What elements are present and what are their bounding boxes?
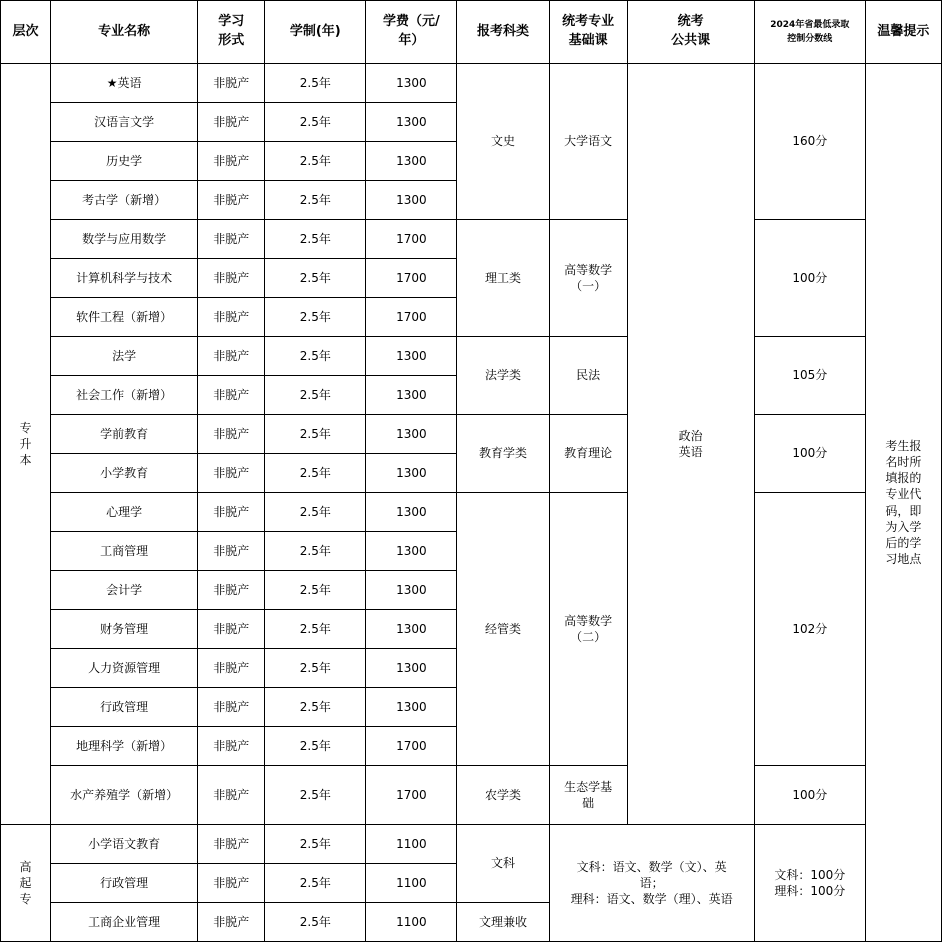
fee-cell: 1300 [366,493,457,532]
major-cell: 小学教育 [51,454,198,493]
table-row [1,415,942,454]
fee-cell: 1300 [366,532,457,571]
public-courses: 政治 英语 [627,64,754,825]
gqz-subjects: 文科：语文、数学（文）、英 语； 理科：语文、数学（理）、英语 [549,825,754,942]
mode-cell: 非脱产 [198,415,265,454]
major-cell: 财务管理 [51,610,198,649]
duration-cell: 2.5年 [265,903,366,942]
duration-cell: 2.5年 [265,610,366,649]
fee-cell: 1300 [366,337,457,376]
specialized-jiaoyu: 教育理论 [549,415,627,493]
major-cell: 工商管理 [51,532,198,571]
duration-cell: 2.5年 [265,864,366,903]
major-cell: 行政管理 [51,864,198,903]
specialized-ligong: 高等数学 （一） [549,220,627,337]
specialized-nongxue: 生态学基 础 [549,766,627,825]
duration-cell: 2.5年 [265,727,366,766]
major-cell: 学前教育 [51,415,198,454]
header-tip: 温馨提示 [865,1,941,64]
mode-cell: 非脱产 [198,103,265,142]
duration-cell: 2.5年 [265,454,366,493]
duration-cell: 2.5年 [265,825,366,864]
duration-cell: 2.5年 [265,103,366,142]
category-faxue: 法学类 [457,337,549,415]
mode-cell: 非脱产 [198,298,265,337]
score-jingguan: 102分 [754,493,865,766]
mode-cell: 非脱产 [198,493,265,532]
fee-cell: 1100 [366,864,457,903]
duration-cell: 2.5年 [265,376,366,415]
category-gqz-wenke: 文科 [457,825,549,903]
specialized-wenshi: 大学语文 [549,64,627,220]
mode-cell: 非脱产 [198,766,265,825]
header-duration: 学制(年) [265,1,366,64]
major-cell: 地理科学（新增） [51,727,198,766]
mode-cell: 非脱产 [198,376,265,415]
category-jiaoyu: 教育学类 [457,415,549,493]
mode-cell: 非脱产 [198,532,265,571]
major-cell: 考古学（新增） [51,181,198,220]
fee-cell: 1700 [366,220,457,259]
mode-cell: 非脱产 [198,64,265,103]
table-row [1,766,942,825]
table-row [1,220,942,259]
duration-cell: 2.5年 [265,220,366,259]
mode-cell: 非脱产 [198,259,265,298]
table-row [1,825,942,864]
score-nongxue: 100分 [754,766,865,825]
category-gqz-wenli: 文理兼收 [457,903,549,942]
mode-cell: 非脱产 [198,220,265,259]
mode-cell: 非脱产 [198,903,265,942]
duration-cell: 2.5年 [265,766,366,825]
major-cell: 心理学 [51,493,198,532]
table-row [1,337,942,376]
major-cell: 人力资源管理 [51,649,198,688]
major-cell: ★英语 [51,64,198,103]
fee-cell: 1700 [366,727,457,766]
duration-cell: 2.5年 [265,64,366,103]
fee-cell: 1700 [366,766,457,825]
mode-cell: 非脱产 [198,688,265,727]
header-mode: 学习 形式 [198,1,265,64]
category-jingguan: 经管类 [457,493,549,766]
mode-cell: 非脱产 [198,864,265,903]
duration-cell: 2.5年 [265,571,366,610]
mode-cell: 非脱产 [198,610,265,649]
duration-cell: 2.5年 [265,337,366,376]
table-row [1,493,942,532]
major-cell: 水产养殖学（新增） [51,766,198,825]
major-cell: 社会工作（新增） [51,376,198,415]
major-cell: 小学语文教育 [51,825,198,864]
score-faxue: 105分 [754,337,865,415]
duration-cell: 2.5年 [265,415,366,454]
fee-cell: 1100 [366,825,457,864]
score-ligong: 100分 [754,220,865,337]
fee-cell: 1700 [366,298,457,337]
duration-cell: 2.5年 [265,532,366,571]
fee-cell: 1700 [366,259,457,298]
score-wenshi: 160分 [754,64,865,220]
major-cell: 法学 [51,337,198,376]
mode-cell: 非脱产 [198,337,265,376]
fee-cell: 1300 [366,415,457,454]
fee-cell: 1100 [366,903,457,942]
major-cell: 汉语言文学 [51,103,198,142]
specialized-faxue: 民法 [549,337,627,415]
mode-cell: 非脱产 [198,142,265,181]
header-fee: 学费（元/ 年） [366,1,457,64]
duration-cell: 2.5年 [265,298,366,337]
duration-cell: 2.5年 [265,259,366,298]
mode-cell: 非脱产 [198,649,265,688]
mode-cell: 非脱产 [198,181,265,220]
fee-cell: 1300 [366,181,457,220]
score-jiaoyu: 100分 [754,415,865,493]
fee-cell: 1300 [366,688,457,727]
header-major: 专业名称 [51,1,198,64]
fee-cell: 1300 [366,610,457,649]
duration-cell: 2.5年 [265,649,366,688]
fee-cell: 1300 [366,64,457,103]
level-gqz: 高 起 专 [1,825,51,942]
mode-cell: 非脱产 [198,727,265,766]
table-row [1,64,942,103]
header-level: 层次 [1,1,51,64]
category-ligong: 理工类 [457,220,549,337]
header-score: 2024年省最低录取 控制分数线 [754,1,865,64]
fee-cell: 1300 [366,142,457,181]
fee-cell: 1300 [366,649,457,688]
header-specialized: 统考专业 基础课 [549,1,627,64]
duration-cell: 2.5年 [265,493,366,532]
major-cell: 软件工程（新增） [51,298,198,337]
gqz-score: 文科：100分 理科：100分 [754,825,865,942]
category-nongxue: 农学类 [457,766,549,825]
fee-cell: 1300 [366,454,457,493]
fee-cell: 1300 [366,376,457,415]
header-public: 统考 公共课 [627,1,754,64]
duration-cell: 2.5年 [265,142,366,181]
tip-text: 考生报 名时所 填报的 专业代 码，即 为入学 后的学 习地点 [865,64,941,942]
mode-cell: 非脱产 [198,454,265,493]
duration-cell: 2.5年 [265,181,366,220]
header-row [1,1,942,64]
specialized-jingguan: 高等数学 （二） [549,493,627,766]
major-cell: 计算机科学与技术 [51,259,198,298]
major-cell: 工商企业管理 [51,903,198,942]
duration-cell: 2.5年 [265,688,366,727]
mode-cell: 非脱产 [198,825,265,864]
major-cell: 数学与应用数学 [51,220,198,259]
major-cell: 历史学 [51,142,198,181]
header-category: 报考科类 [457,1,549,64]
major-cell: 行政管理 [51,688,198,727]
mode-cell: 非脱产 [198,571,265,610]
major-cell: 会计学 [51,571,198,610]
level-zsb: 专 升 本 [1,64,51,825]
category-wenshi: 文史 [457,64,549,220]
fee-cell: 1300 [366,103,457,142]
fee-cell: 1300 [366,571,457,610]
